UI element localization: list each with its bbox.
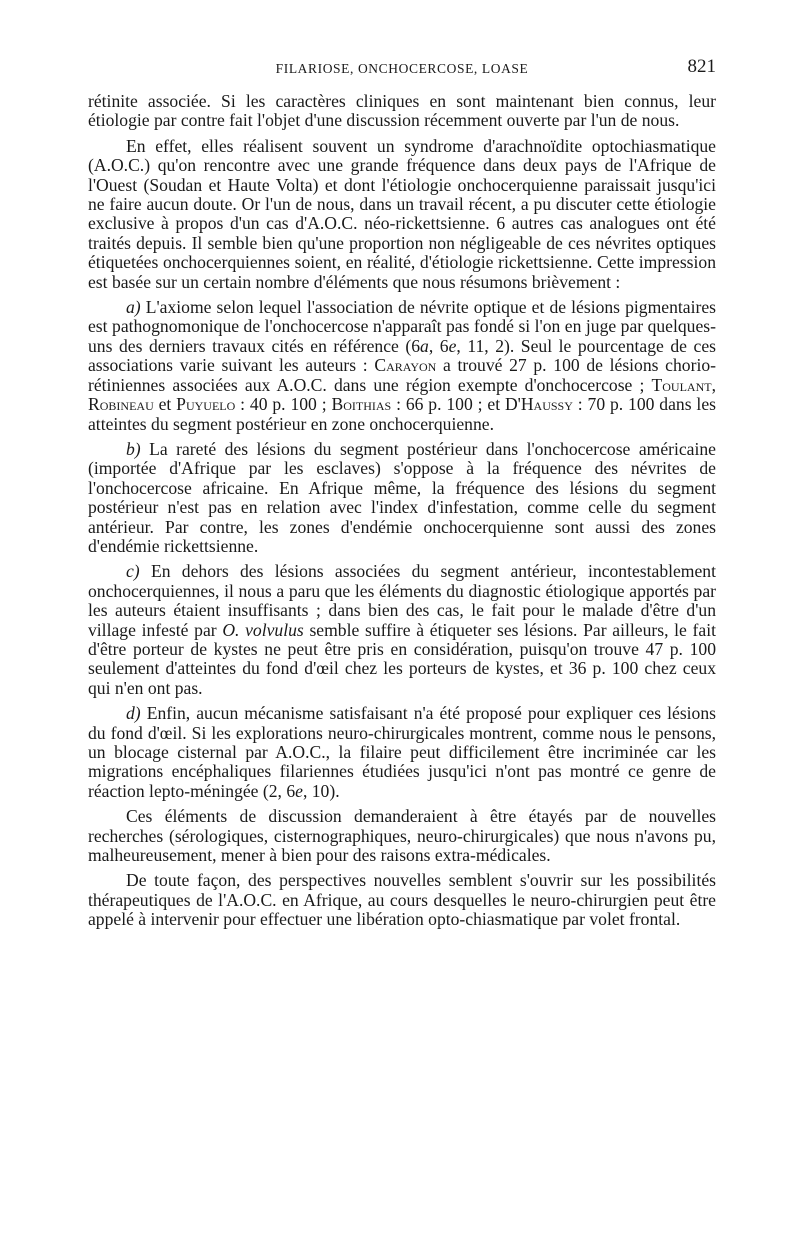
text-segment: : 70 p. 100 dans les atteintes du segment postérieur en zone onchocerquienne. xyxy=(88,394,716,434)
text-segment: semble suffire à étiqueter ses lésions. Par ailleurs, le fait d'être porteur de kystes ne peut être pris en considération, puisqu'on trouve 47 p. 100 seulement d'atteintes du fond d'œil chez les porteurs de kystes, et 36 p. 100 chez ceux qui n'en ont pas. xyxy=(88,619,716,698)
text-segment: , 10). xyxy=(302,780,340,801)
text-segment: b) xyxy=(126,438,141,459)
text-segment: a) xyxy=(126,297,141,318)
page xyxy=(88,56,716,1176)
text-segment: e xyxy=(448,335,457,356)
text-segment: d) xyxy=(126,703,141,724)
text-segment: , xyxy=(711,374,716,395)
paragraph-c xyxy=(88,562,716,698)
text-segment: a xyxy=(420,335,429,356)
page-number: 821 xyxy=(687,56,716,77)
text-segment: En dehors des lésions associées du segment antérieur, incontestablement onchocerquiennes, il nous a paru que les éléments du diagnostic étiologique apportés par les auteurs étaient insuffisants ; dans bien des cas, le fait pour le malade d'être d'un village infesté par xyxy=(88,561,716,640)
paragraph-2 xyxy=(88,137,716,292)
text-segment: e xyxy=(295,780,303,801)
text-segment: Toulant xyxy=(651,374,712,395)
paragraph-8 xyxy=(88,871,716,929)
text-segment: rétinite associée. Si les caractères cliniques en sont maintenant bien connus, leur étiologie par contre fait l'objet d'une discussion récemment ouverte par l'un de nous. xyxy=(88,91,716,131)
text-segment: et xyxy=(153,394,177,415)
text-segment: a trouvé 27 p. 100 de lésions chorio-rétiniennes associées aux A.O.C. dans une région exempte d'onchocercose ; xyxy=(88,355,716,395)
text-segment: Robineau xyxy=(88,394,154,415)
text-segment: , 11, 2). Seul le pourcentage de ces associations varie suivant les auteurs : xyxy=(88,335,716,376)
paragraph-7 xyxy=(88,807,716,865)
text-segment: : 66 p. 100 ; et D' xyxy=(391,394,521,415)
text-segment: Ces éléments de discussion demanderaient à être étayés par de nouvelles recherches (sérologiques, cisternographiques, neuro-chirurgicales) que nous n'avons pu, malheureusement, mener à bien pour des raisons extra-médicales. xyxy=(88,806,716,866)
paragraph-a xyxy=(88,298,716,434)
text-segment: En effet, elles réalisent souvent un syndrome d'arachnoïdite optochiasmatique (A.O.C.) qu'on rencontre avec une grande fréquence dans deux pays de l'Afrique de l'Ouest (Soudan et Haute Volta) et dont l'étiologie onchocerquienne paraissait jusqu'ici ne faire aucun doute. Or l'un de nous, dans un travail récent, a pu discuter cette étiologie exclusive à propos d'un cas d'A.O.C. néo-rickettsienne. 6 autres cas analogues ont été traités depuis. Il semble bien qu'une proportion non négligeable de ces névrites optiques étiquetées onchocerquiennes soient, en réalité, d'étiologie rickettsienne. Cette impression est basée sur un certain nombre d'éléments que nous résumons brièvement : xyxy=(88,135,716,292)
text-segment: De toute façon, des perspectives nouvelles semblent s'ouvrir sur les possibilités thérapeutiques de l'A.O.C. en Afrique, au cours desquelles le neuro-chirurgien peut être appelé à intervenir pour effectuer une libération opto-chiasmatique par volet frontal. xyxy=(88,870,716,930)
text-segment: L'axiome selon lequel l'association de névrite optique et de lésions pigmentaires est pathognomonique de l'onchocercose n'apparaît pas fondé si l'on en juge par quelques-uns des derniers travaux cités en référence (6 xyxy=(88,297,716,356)
paragraph-d xyxy=(88,704,716,801)
text-segment: : 40 p. 100 ; xyxy=(235,394,332,415)
body-text xyxy=(88,92,716,930)
text-segment: La rareté des lésions du segment postérieur dans l'onchocercose américaine (importée d'Afrique par les esclaves) s'oppose à la fréquence des névrites de l'onchocercose africaine. En Afrique même, la fréquence des lésions du segment postérieur n'est pas en relation avec l'index d'infestation, comme celle du segment antérieur. Par contre, les zones d'endémie onchocerquienne sont aussi des zones d'endémie rickettsienne. xyxy=(88,438,716,556)
text-segment: , 6 xyxy=(428,335,449,356)
text-segment: O. volvulus xyxy=(222,619,304,640)
text-segment: Carayon xyxy=(374,355,437,376)
paragraph-b xyxy=(88,440,716,556)
text-segment: Haussy xyxy=(520,394,573,415)
text-segment: c) xyxy=(126,561,140,582)
text-segment: Boithias xyxy=(331,394,392,415)
running-head xyxy=(88,56,716,84)
paragraph-1 xyxy=(88,92,716,131)
text-segment: Enfin, aucun mécanisme satisfaisant n'a été proposé pour expliquer ces lésions du fond d'œil. Si les explorations neuro-chirurgicales montrent, comme nous le pensons, un blocage cisternal par A.O.C., la filaire peut difficilement être incriminée car les migrations encéphaliques filariennes étudiées jusqu'ici n'ont pas montré ce genre de réaction lepto-méningée (2, 6 xyxy=(88,703,716,801)
text-segment: Puyuelo xyxy=(176,394,236,415)
running-title: FILARIOSE, ONCHOCERCOSE, LOASE xyxy=(275,61,529,76)
